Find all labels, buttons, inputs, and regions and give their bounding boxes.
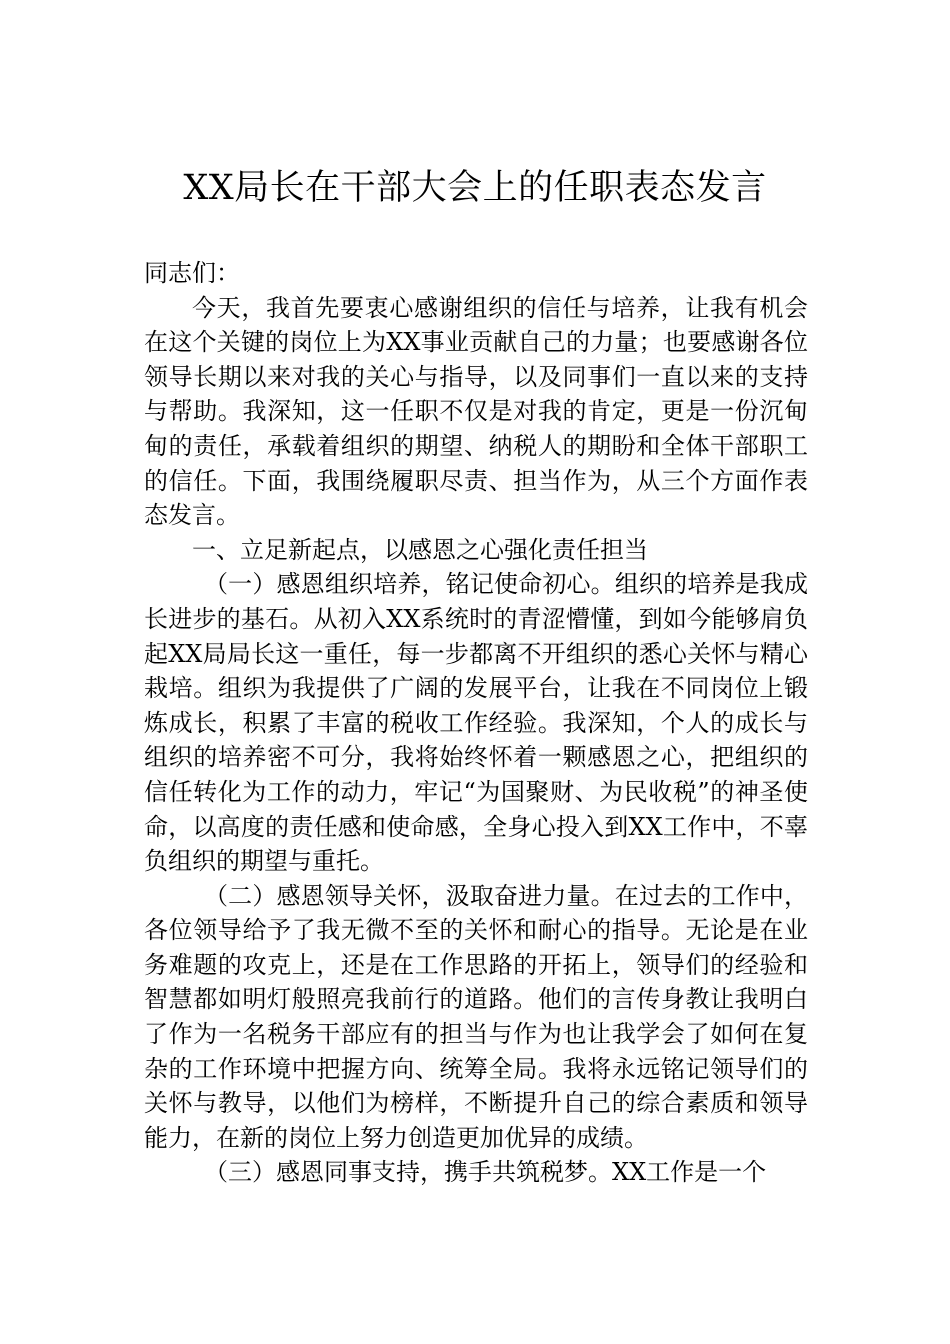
salutation: 同志们： <box>144 259 240 287</box>
section-heading-1: 一、立足新起点，以感恩之心强化责任担当 <box>192 535 648 564</box>
paragraph-subsection-1: （一）感恩组织培养，铭记使命初心。组织的培养是我成长进步的基石。从初入XX系统时的青涩懵懂，到如今能够肩负起XX局局长这一重任，每一步都离不开组织的悉心关怀与精心栽培。组织为我提供了广阔的发展平台，让我在不同岗位上锻炼成长，积累了丰富的税收工作经验。我深知，个人的成长与组织的培养密不可分，我将始终怀着一颗感恩之心，把组织的信任转化为工作的动力，牢记“为国聚财、为民收税”的神圣使命，以高度的责任感和使命感，全身心投入到XX工作中，不辜负组织的期望与重托。 <box>144 570 808 876</box>
document-body <box>144 256 808 1190</box>
paragraph-intro: 今天，我首先要衷心感谢组织的信任与培养，让我有机会在这个关键的岗位上为XX事业贡献自己的力量；也要感谢各位领导长期以来对我的关心与指导，以及同事们一直以来的支持与帮助。我深知，这一任职不仅是对我的肯定，更是一份沉甸甸的责任，承载着组织的期望、纳税人的期盼和全体干部职工的信任。下面，我围绕履职尽责、担当作为，从三个方面作表态发言。 <box>144 293 808 530</box>
document-title: XX局长在干部大会上的任职表态发言 <box>183 168 767 208</box>
paragraph-subsection-3: （三）感恩同事支持，携手共筑税梦。XX工作是一个 <box>204 1158 767 1187</box>
paragraph-subsection-2: （二）感恩领导关怀，汲取奋进力量。在过去的工作中，各位领导给予了我无微不至的关怀和耐心的指导。无论是在业务难题的攻克上，还是在工作思路的开拓上，领导们的经验和智慧都如明灯般照亮我前行的道路。他们的言传身教让我明白了作为一名税务干部应有的担当与作为也让我学会了如何在复杂的工作环境中把握方向、统筹全局。我将永远铭记领导们的关怀与教导，以他们为榜样，不断提升自己的综合素质和领导能力，在新的岗位上努力创造更加优异的成绩。 <box>144 881 808 1152</box>
